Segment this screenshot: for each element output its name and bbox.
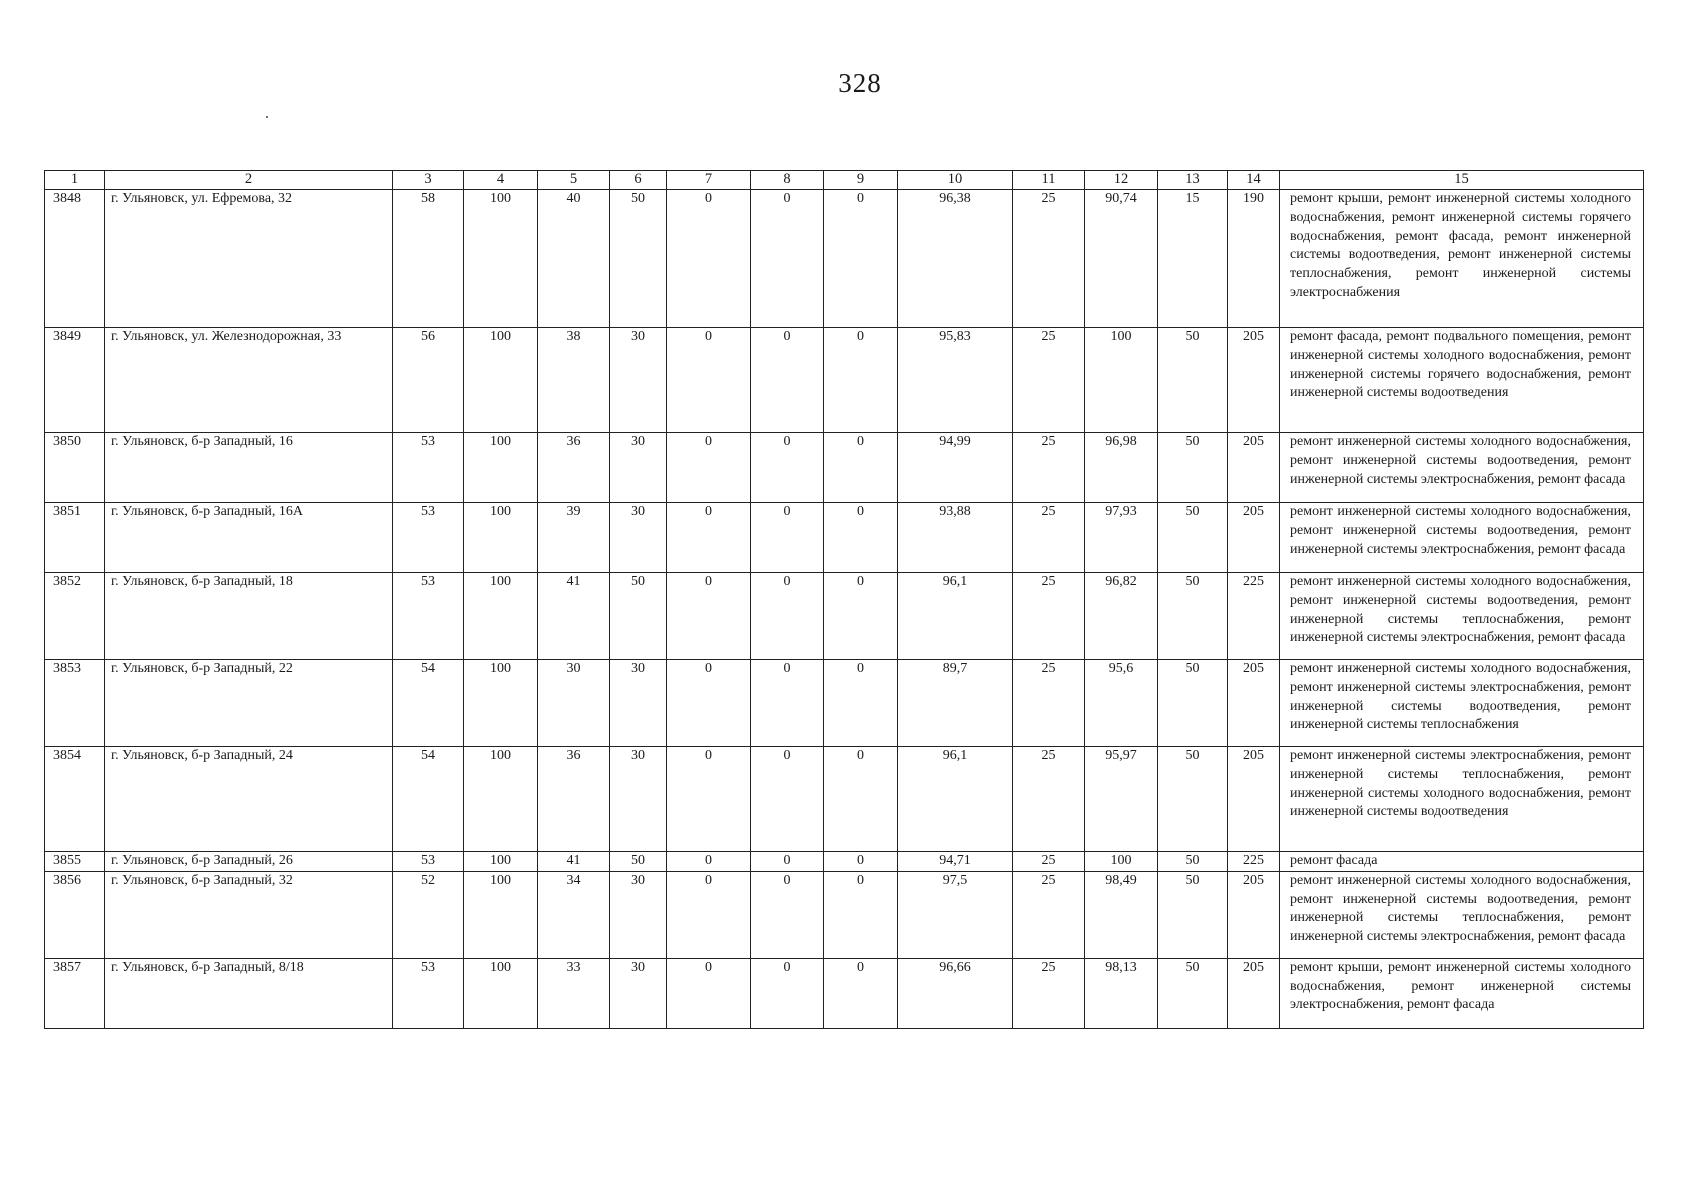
- col-5-cell: 34: [538, 871, 610, 958]
- table-row: [45, 871, 1644, 958]
- col-10-cell: 96,66: [898, 958, 1013, 1028]
- col-3-cell: 56: [393, 328, 464, 433]
- col-10-cell: 96,38: [898, 190, 1013, 328]
- col-12-cell: 98,49: [1085, 871, 1158, 958]
- col-14-cell: 205: [1228, 747, 1280, 852]
- col-9-cell: 0: [824, 328, 898, 433]
- col-11-cell: 25: [1013, 328, 1085, 433]
- row-number-cell: 3849: [45, 328, 105, 433]
- col-11-cell: 25: [1013, 871, 1085, 958]
- col-6-cell: 30: [610, 871, 667, 958]
- row-number-cell: 3853: [45, 660, 105, 747]
- col-8-cell: 0: [751, 503, 824, 573]
- col-14-cell: 205: [1228, 871, 1280, 958]
- table-row: [45, 660, 1644, 747]
- row-number-cell: 3854: [45, 747, 105, 852]
- column-header: 14: [1228, 171, 1280, 190]
- col-3-cell: 53: [393, 852, 464, 872]
- col-8-cell: 0: [751, 573, 824, 660]
- col-12-cell: 96,98: [1085, 433, 1158, 503]
- col-8-cell: 0: [751, 958, 824, 1028]
- col-7-cell: 0: [667, 660, 751, 747]
- address-cell: г. Ульяновск, б-р Западный, 32: [105, 871, 393, 958]
- col-13-cell: 15: [1158, 190, 1228, 328]
- col-4-cell: 100: [464, 871, 538, 958]
- col-3-cell: 54: [393, 747, 464, 852]
- repair-table: [44, 170, 1644, 1029]
- repair-works-cell: ремонт крыши, ремонт инженерной системы холодного водоснабжения, ремонт инженерной системы электроснабжения, ремонт фасада: [1280, 958, 1644, 1028]
- col-5-cell: 38: [538, 328, 610, 433]
- col-14-cell: 205: [1228, 328, 1280, 433]
- col-8-cell: 0: [751, 190, 824, 328]
- col-13-cell: 50: [1158, 328, 1228, 433]
- address-cell: г. Ульяновск, б-р Западный, 24: [105, 747, 393, 852]
- table-row: [45, 747, 1644, 852]
- repair-works-cell: ремонт фасада, ремонт подвального помещения, ремонт инженерной системы холодного водоснабжения, ремонт инженерной системы горячего водоснабжения, ремонт инженерной системы водоотведения: [1280, 328, 1644, 433]
- col-9-cell: 0: [824, 871, 898, 958]
- col-6-cell: 50: [610, 573, 667, 660]
- repair-works-cell: ремонт фасада: [1280, 852, 1644, 872]
- column-header: 2: [105, 171, 393, 190]
- col-3-cell: 54: [393, 660, 464, 747]
- col-6-cell: 50: [610, 190, 667, 328]
- col-6-cell: 30: [610, 328, 667, 433]
- column-header: 5: [538, 171, 610, 190]
- col-4-cell: 100: [464, 747, 538, 852]
- col-8-cell: 0: [751, 660, 824, 747]
- address-cell: г. Ульяновск, б-р Западный, 16: [105, 433, 393, 503]
- col-12-cell: 100: [1085, 328, 1158, 433]
- col-6-cell: 30: [610, 747, 667, 852]
- col-11-cell: 25: [1013, 747, 1085, 852]
- col-3-cell: 58: [393, 190, 464, 328]
- col-6-cell: 30: [610, 433, 667, 503]
- col-5-cell: 36: [538, 433, 610, 503]
- row-number-cell: 3852: [45, 573, 105, 660]
- column-header: 1: [45, 171, 105, 190]
- col-7-cell: 0: [667, 871, 751, 958]
- col-9-cell: 0: [824, 573, 898, 660]
- col-7-cell: 0: [667, 747, 751, 852]
- col-4-cell: 100: [464, 190, 538, 328]
- col-9-cell: 0: [824, 433, 898, 503]
- repair-works-cell: ремонт инженерной системы холодного водоснабжения, ремонт инженерной системы водоотведения, ремонт инженерной системы электроснабжения, ремонт фасада: [1280, 433, 1644, 503]
- col-9-cell: 0: [824, 747, 898, 852]
- col-12-cell: 100: [1085, 852, 1158, 872]
- column-header: 6: [610, 171, 667, 190]
- col-5-cell: 36: [538, 747, 610, 852]
- col-14-cell: 190: [1228, 190, 1280, 328]
- col-13-cell: 50: [1158, 433, 1228, 503]
- col-7-cell: 0: [667, 852, 751, 872]
- col-4-cell: 100: [464, 958, 538, 1028]
- col-14-cell: 205: [1228, 503, 1280, 573]
- col-7-cell: 0: [667, 503, 751, 573]
- col-14-cell: 225: [1228, 852, 1280, 872]
- column-number-row: [45, 171, 1644, 190]
- col-9-cell: 0: [824, 852, 898, 872]
- col-7-cell: 0: [667, 190, 751, 328]
- col-7-cell: 0: [667, 958, 751, 1028]
- col-13-cell: 50: [1158, 871, 1228, 958]
- col-7-cell: 0: [667, 328, 751, 433]
- col-12-cell: 95,6: [1085, 660, 1158, 747]
- row-number-cell: 3848: [45, 190, 105, 328]
- col-4-cell: 100: [464, 433, 538, 503]
- col-10-cell: 94,71: [898, 852, 1013, 872]
- col-14-cell: 225: [1228, 573, 1280, 660]
- col-11-cell: 25: [1013, 433, 1085, 503]
- repair-works-cell: ремонт крыши, ремонт инженерной системы холодного водоснабжения, ремонт инженерной системы горячего водоснабжения, ремонт фасада, ремонт инженерной системы водоотведения, ремонт инженерной системы теплоснабжения, ремонт инженерной системы электроснабжения: [1280, 190, 1644, 328]
- repair-works-cell: ремонт инженерной системы холодного водоснабжения, ремонт инженерной системы электроснабжения, ремонт инженерной системы водоотведения, ремонт инженерной системы теплоснабжения: [1280, 660, 1644, 747]
- column-header: 4: [464, 171, 538, 190]
- col-5-cell: 41: [538, 573, 610, 660]
- col-4-cell: 100: [464, 660, 538, 747]
- col-8-cell: 0: [751, 852, 824, 872]
- address-cell: г. Ульяновск, б-р Западный, 18: [105, 573, 393, 660]
- col-12-cell: 97,93: [1085, 503, 1158, 573]
- col-3-cell: 52: [393, 871, 464, 958]
- col-6-cell: 30: [610, 660, 667, 747]
- col-4-cell: 100: [464, 573, 538, 660]
- repair-works-cell: ремонт инженерной системы холодного водоснабжения, ремонт инженерной системы водоотведения, ремонт инженерной системы электроснабжения, ремонт фасада: [1280, 503, 1644, 573]
- col-14-cell: 205: [1228, 958, 1280, 1028]
- repair-works-cell: ремонт инженерной системы электроснабжения, ремонт инженерной системы теплоснабжения, ремонт инженерной системы холодного водоснабжения, ремонт инженерной системы водоотведения: [1280, 747, 1644, 852]
- col-13-cell: 50: [1158, 747, 1228, 852]
- col-9-cell: 0: [824, 190, 898, 328]
- column-header: 10: [898, 171, 1013, 190]
- table-row: [45, 958, 1644, 1028]
- col-3-cell: 53: [393, 503, 464, 573]
- address-cell: г. Ульяновск, б-р Западный, 26: [105, 852, 393, 872]
- col-10-cell: 97,5: [898, 871, 1013, 958]
- col-11-cell: 25: [1013, 660, 1085, 747]
- address-cell: г. Ульяновск, б-р Западный, 8/18: [105, 958, 393, 1028]
- address-cell: г. Ульяновск, ул. Ефремова, 32: [105, 190, 393, 328]
- col-11-cell: 25: [1013, 503, 1085, 573]
- col-8-cell: 0: [751, 328, 824, 433]
- col-5-cell: 30: [538, 660, 610, 747]
- address-cell: г. Ульяновск, ул. Железнодорожная, 33: [105, 328, 393, 433]
- col-11-cell: 25: [1013, 852, 1085, 872]
- column-header: 11: [1013, 171, 1085, 190]
- col-6-cell: 30: [610, 503, 667, 573]
- table-row: [45, 433, 1644, 503]
- col-9-cell: 0: [824, 958, 898, 1028]
- col-11-cell: 25: [1013, 190, 1085, 328]
- column-header: 13: [1158, 171, 1228, 190]
- repair-works-cell: ремонт инженерной системы холодного водоснабжения, ремонт инженерной системы водоотведения, ремонт инженерной системы теплоснабжения, ремонт инженерной системы электроснабжения, ремонт фасада: [1280, 871, 1644, 958]
- col-5-cell: 33: [538, 958, 610, 1028]
- col-5-cell: 39: [538, 503, 610, 573]
- col-10-cell: 96,1: [898, 747, 1013, 852]
- column-header: 12: [1085, 171, 1158, 190]
- col-8-cell: 0: [751, 433, 824, 503]
- row-number-cell: 3857: [45, 958, 105, 1028]
- table-row: [45, 503, 1644, 573]
- table-row: [45, 190, 1644, 328]
- col-6-cell: 50: [610, 852, 667, 872]
- scan-speck: [266, 116, 268, 118]
- col-4-cell: 100: [464, 852, 538, 872]
- col-12-cell: 95,97: [1085, 747, 1158, 852]
- col-13-cell: 50: [1158, 573, 1228, 660]
- table-row: [45, 573, 1644, 660]
- col-4-cell: 100: [464, 503, 538, 573]
- col-3-cell: 53: [393, 958, 464, 1028]
- address-cell: г. Ульяновск, б-р Западный, 16А: [105, 503, 393, 573]
- col-10-cell: 93,88: [898, 503, 1013, 573]
- col-10-cell: 94,99: [898, 433, 1013, 503]
- column-header: 8: [751, 171, 824, 190]
- col-9-cell: 0: [824, 660, 898, 747]
- column-header: 7: [667, 171, 751, 190]
- col-10-cell: 96,1: [898, 573, 1013, 660]
- col-13-cell: 50: [1158, 852, 1228, 872]
- col-14-cell: 205: [1228, 660, 1280, 747]
- col-8-cell: 0: [751, 747, 824, 852]
- col-9-cell: 0: [824, 503, 898, 573]
- col-5-cell: 41: [538, 852, 610, 872]
- row-number-cell: 3850: [45, 433, 105, 503]
- row-number-cell: 3855: [45, 852, 105, 872]
- col-4-cell: 100: [464, 328, 538, 433]
- col-3-cell: 53: [393, 573, 464, 660]
- col-13-cell: 50: [1158, 503, 1228, 573]
- repair-works-cell: ремонт инженерной системы холодного водоснабжения, ремонт инженерной системы водоотведения, ремонт инженерной системы теплоснабжения, ремонт инженерной системы электроснабжения, ремонт фасада: [1280, 573, 1644, 660]
- col-10-cell: 89,7: [898, 660, 1013, 747]
- col-7-cell: 0: [667, 573, 751, 660]
- col-14-cell: 205: [1228, 433, 1280, 503]
- col-11-cell: 25: [1013, 573, 1085, 660]
- col-11-cell: 25: [1013, 958, 1085, 1028]
- col-12-cell: 90,74: [1085, 190, 1158, 328]
- col-7-cell: 0: [667, 433, 751, 503]
- row-number-cell: 3856: [45, 871, 105, 958]
- col-12-cell: 96,82: [1085, 573, 1158, 660]
- column-header: 3: [393, 171, 464, 190]
- col-10-cell: 95,83: [898, 328, 1013, 433]
- address-cell: г. Ульяновск, б-р Западный, 22: [105, 660, 393, 747]
- table-row: [45, 328, 1644, 433]
- table-row: [45, 852, 1644, 872]
- col-8-cell: 0: [751, 871, 824, 958]
- column-header: 9: [824, 171, 898, 190]
- col-12-cell: 98,13: [1085, 958, 1158, 1028]
- col-13-cell: 50: [1158, 958, 1228, 1028]
- col-13-cell: 50: [1158, 660, 1228, 747]
- row-number-cell: 3851: [45, 503, 105, 573]
- col-3-cell: 53: [393, 433, 464, 503]
- col-6-cell: 30: [610, 958, 667, 1028]
- col-5-cell: 40: [538, 190, 610, 328]
- column-header: 15: [1280, 171, 1644, 190]
- page-number: 328: [838, 68, 882, 98]
